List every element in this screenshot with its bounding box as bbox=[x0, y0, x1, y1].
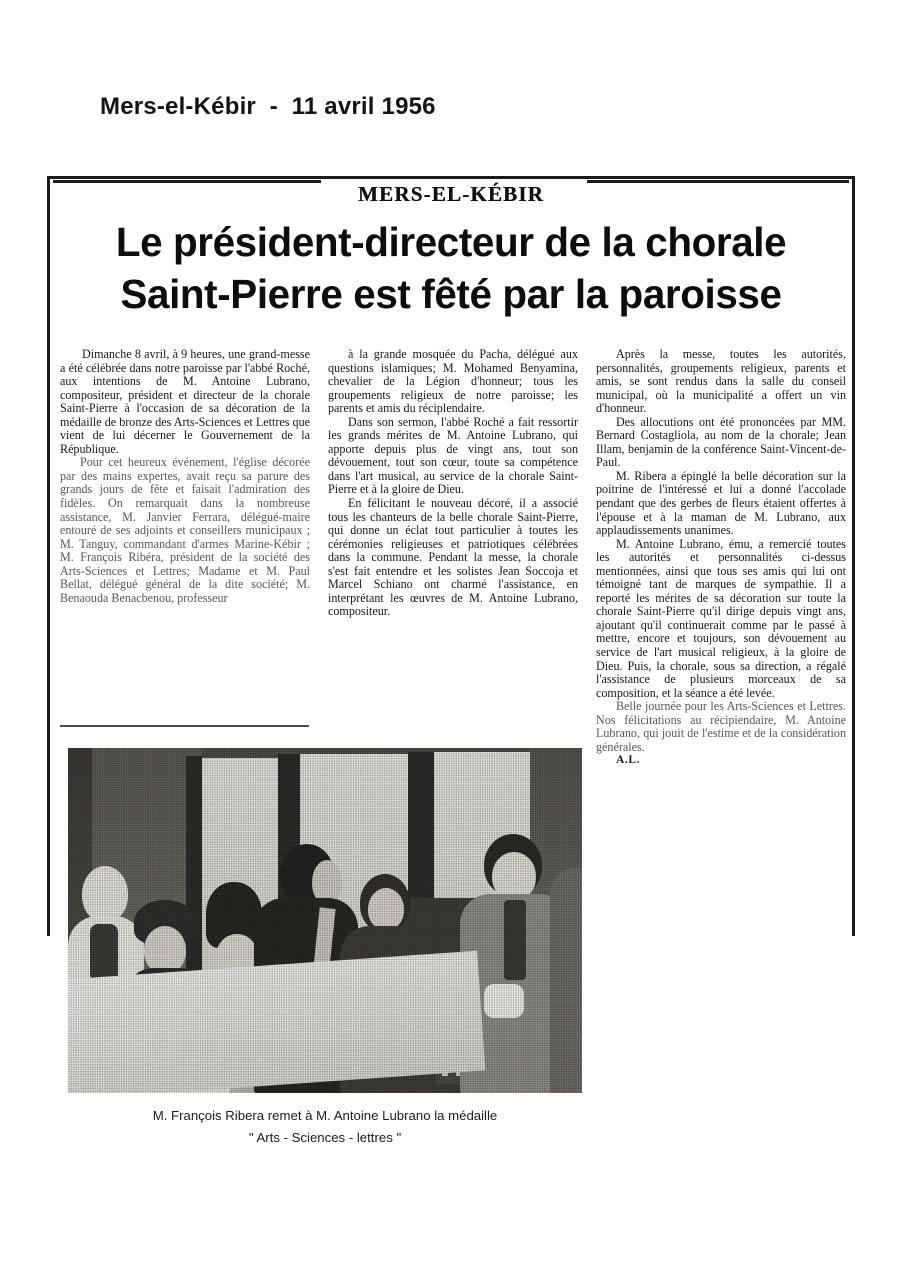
article-headline bbox=[59, 216, 843, 321]
paragraph: Belle journée pour les Arts-Sciences et Lettres. Nos félicitations au récipiendaire, M. Antoine Lubrano, qui jouit de l'estime et de la considération générales. bbox=[596, 699, 846, 754]
frame-rule-right bbox=[852, 178, 855, 936]
caption-line-2: " Arts - Sciences - lettres " bbox=[248, 1130, 402, 1145]
article-kicker: MERS-EL-KÉBIR bbox=[358, 182, 544, 206]
newspaper-clipping bbox=[47, 176, 857, 1171]
headline-line-2: Saint-Pierre est fêté par la paroisse bbox=[120, 271, 782, 318]
article-column-2 bbox=[328, 348, 578, 619]
photo-caption bbox=[68, 1105, 582, 1149]
photo-hand bbox=[484, 984, 524, 1018]
paragraph: Des allocutions ont été prononcées par MM. Bernard Costagliola, au nom de la chorale; Jean Illam, benjamin de la conférence Saint-Vincent-de-Paul. bbox=[596, 414, 846, 470]
photo-door-jamb-left bbox=[186, 756, 202, 980]
article-column-1 bbox=[60, 348, 310, 605]
caption-line-1: M. François Ribera remet à M. Antoine Lubrano la médaille bbox=[152, 1108, 498, 1123]
paragraph: M. Antoine Lubrano, ému, a remercié toutes les autorités et personnalités ci-dessus mentionnées, ainsi que tous ses amis qui lui ont témoigné tant de marques de sympathie. Il a reporté les mérites de sa décoration sur toute la chorale Saint-Pierre qu'il dirige depuis vingt ans, ajoutant qu'il continuerait comme par le passé à mettre, encore et toujours, son dévouement au service de l'art musical religieux, à la gloire de Dieu. Puis, la chorale, sous sa direction, a régalé l'assistance de plusieurs morceaux de sa composition, et la séance a été levée. bbox=[596, 536, 846, 700]
page-title: Mers-el-Kébir - 11 avril 1956 bbox=[100, 93, 436, 120]
headline-line-1: Le président-directeur de la chorale bbox=[115, 219, 787, 265]
photo-body bbox=[550, 868, 582, 1093]
article-byline: A.L. bbox=[616, 754, 641, 767]
paragraph: à la grande mosquée du Pacha, délégué aux questions islamiques; M. Mohamed Benyamina, chevalier de la Légion d'honneur; tous les groupements religieux de notre paroisse; les parents et amis du réciplendaire. bbox=[328, 347, 578, 416]
frame-rule-left bbox=[47, 178, 50, 936]
article-column-3 bbox=[596, 348, 846, 768]
photo-face bbox=[368, 888, 404, 930]
photo-face bbox=[492, 852, 536, 900]
paragraph: Pour cet heureux événement, l'église décorée par des mains expertes, avait reçu sa parure des grands jours de fête et faisait l'admiration des fidèles. On remarquait dans la nombreuse assistance, M. Janvier Ferrara, délégué-maire entouré de ses adjoints et conseillers municipaux ; M. Tanguy, commandant d'armes Marine-Kébir ; M. François Ribéra, président de la société des Arts-Sciences et Lettres; Madame et M. Paul Bellat, délégué général de la dite société; M. Benaouda Benacbenou, professeur bbox=[60, 455, 310, 605]
paragraph: Après la messe, toutes les autorités, personnalités, groupements religieux, parents et amis, se sont rendus dans la salle du conseil municipal, où la municipalité a offert un vin d'honneur. bbox=[596, 347, 846, 416]
ceremony-photograph bbox=[68, 748, 582, 1093]
paragraph: Dimanche 8 avril, à 9 heures, une grand-messe a été célébrée dans notre paroisse par l'abbé Roché, aux intentions de M. Antoine Lubrano, compositeur, président et directeur de la chorale Saint-Pierre à l'occasion de sa décoration de la médaille de bronze des Arts-Sciences et Lettres que vient de lui décerner le Gouvernement de la République. bbox=[60, 347, 310, 456]
paragraph: M. Ribera a épinglé la belle décoration sur la poitrine de l'intéressé et lui a donné l'accolade pendant que des gerbes de fleurs étaient offertes à l'épouse et à la maman de M. Lubrano, aux applaudissements unanimes. bbox=[596, 468, 846, 538]
column-1-end-rule bbox=[60, 725, 309, 727]
frame-rule-top bbox=[47, 176, 855, 179]
photo-head bbox=[144, 926, 186, 974]
photo-collar bbox=[90, 924, 118, 982]
photo-lapel bbox=[504, 900, 526, 980]
photo-head bbox=[82, 866, 128, 922]
paragraph: En félicitant le nouveau décoré, il a associé tous les chanteurs de la belle chorale Saint-Pierre, qui donne un éclat tout particulier à toutes les cérémonies religieuses et patriotiques célébrées dans la commune. Pendant la messe, la chorale s'est fait entendre et les solistes Jean Soccoja et Marcel Schiano ont charmé l'assistance, en interprétant les œuvres de M. Antoine Lubrano, compositeur. bbox=[328, 496, 578, 619]
paragraph: Dans son sermon, l'abbé Roché a fait ressortir les grands mérites de M. Antoine Lubrano, qui apporte depuis plus de vingt ans, tout son dévouement, tout son cœur, toute sa compétence dans l'art musical, au service de la chorale Saint-Pierre et à la gloire de Dieu. bbox=[328, 414, 578, 497]
